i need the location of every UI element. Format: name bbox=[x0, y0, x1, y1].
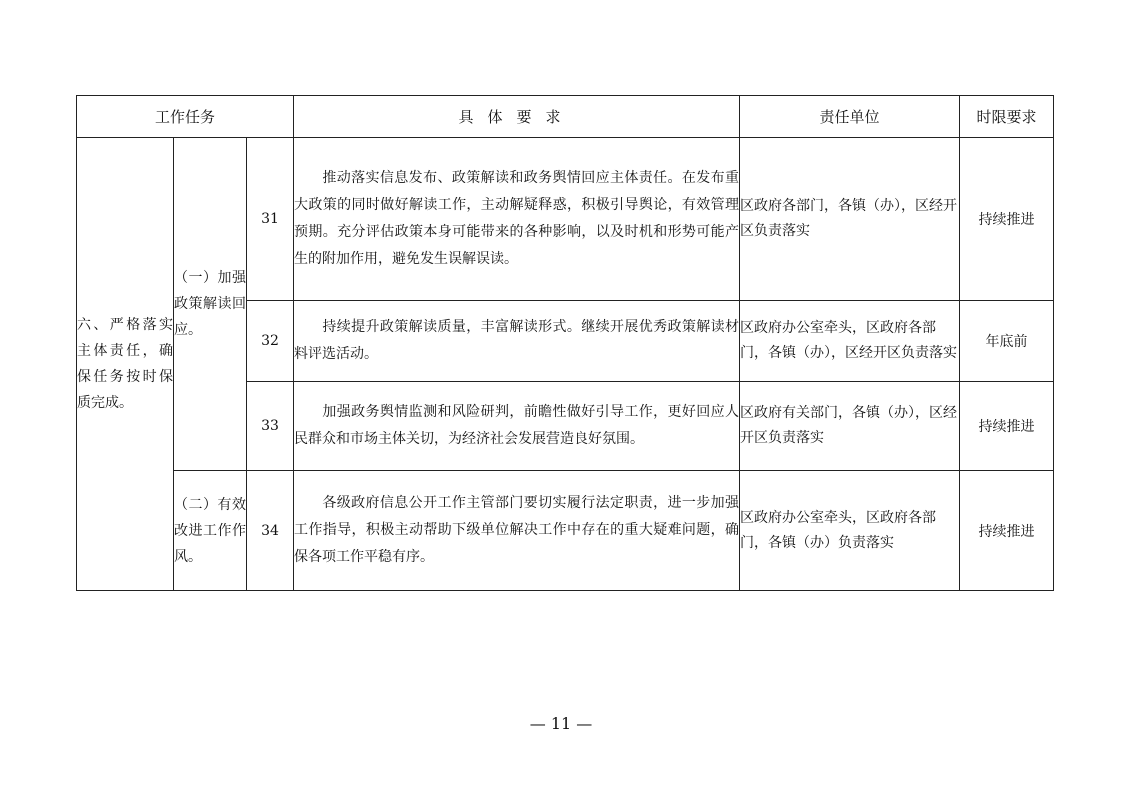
table-row bbox=[77, 471, 1054, 591]
deadline: 年底前 bbox=[960, 301, 1054, 382]
main-task: 六、严格落实主体责任，确保任务按时保质完成。 bbox=[77, 138, 174, 591]
responsible-unit: 区政府办公室牵头，区政府各部门，各镇（办），区经开区负责落实 bbox=[740, 301, 960, 382]
requirement-text: 加强政务舆情监测和风险研判，前瞻性做好引导工作，更好回应人民群众和市场主体关切，为经济社会发展营造良好氛围。 bbox=[294, 382, 740, 471]
task-table bbox=[76, 95, 1054, 591]
table-row bbox=[77, 138, 1054, 301]
row-number: 31 bbox=[247, 138, 294, 301]
requirement-text: 推动落实信息发布、政策解读和政务舆情回应主体责任。在发布重大政策的同时做好解读工作，主动解疑释惑，积极引导舆论，有效管理预期。充分评估政策本身可能带来的各种影响，以及时机和形势可能产生的附加作用，避免发生误解误读。 bbox=[294, 138, 740, 301]
deadline: 持续推进 bbox=[960, 138, 1054, 301]
header-deadline: 时限要求 bbox=[960, 96, 1054, 138]
sub-task: （二）有效改进工作作风。 bbox=[174, 471, 247, 591]
requirement-text: 持续提升政策解读质量，丰富解读形式。继续开展优秀政策解读材料评选活动。 bbox=[294, 301, 740, 382]
row-number: 34 bbox=[247, 471, 294, 591]
page-number: — 11 — bbox=[529, 714, 593, 733]
sub-task: （一）加强政策解读回应。 bbox=[174, 138, 247, 471]
header-requirement: 具体要求 bbox=[294, 96, 740, 138]
table-header-row bbox=[77, 96, 1054, 138]
row-number: 33 bbox=[247, 382, 294, 471]
deadline: 持续推进 bbox=[960, 382, 1054, 471]
responsible-unit: 区政府各部门，各镇（办），区经开区负责落实 bbox=[740, 138, 960, 301]
header-unit: 责任单位 bbox=[740, 96, 960, 138]
header-task: 工作任务 bbox=[77, 96, 294, 138]
deadline: 持续推进 bbox=[960, 471, 1054, 591]
row-number: 32 bbox=[247, 301, 294, 382]
requirement-text: 各级政府信息公开工作主管部门要切实履行法定职责，进一步加强工作指导，积极主动帮助下级单位解决工作中存在的重大疑难问题，确保各项工作平稳有序。 bbox=[294, 471, 740, 591]
responsible-unit: 区政府办公室牵头，区政府各部门，各镇（办）负责落实 bbox=[740, 471, 960, 591]
responsible-unit: 区政府有关部门，各镇（办），区经开区负责落实 bbox=[740, 382, 960, 471]
